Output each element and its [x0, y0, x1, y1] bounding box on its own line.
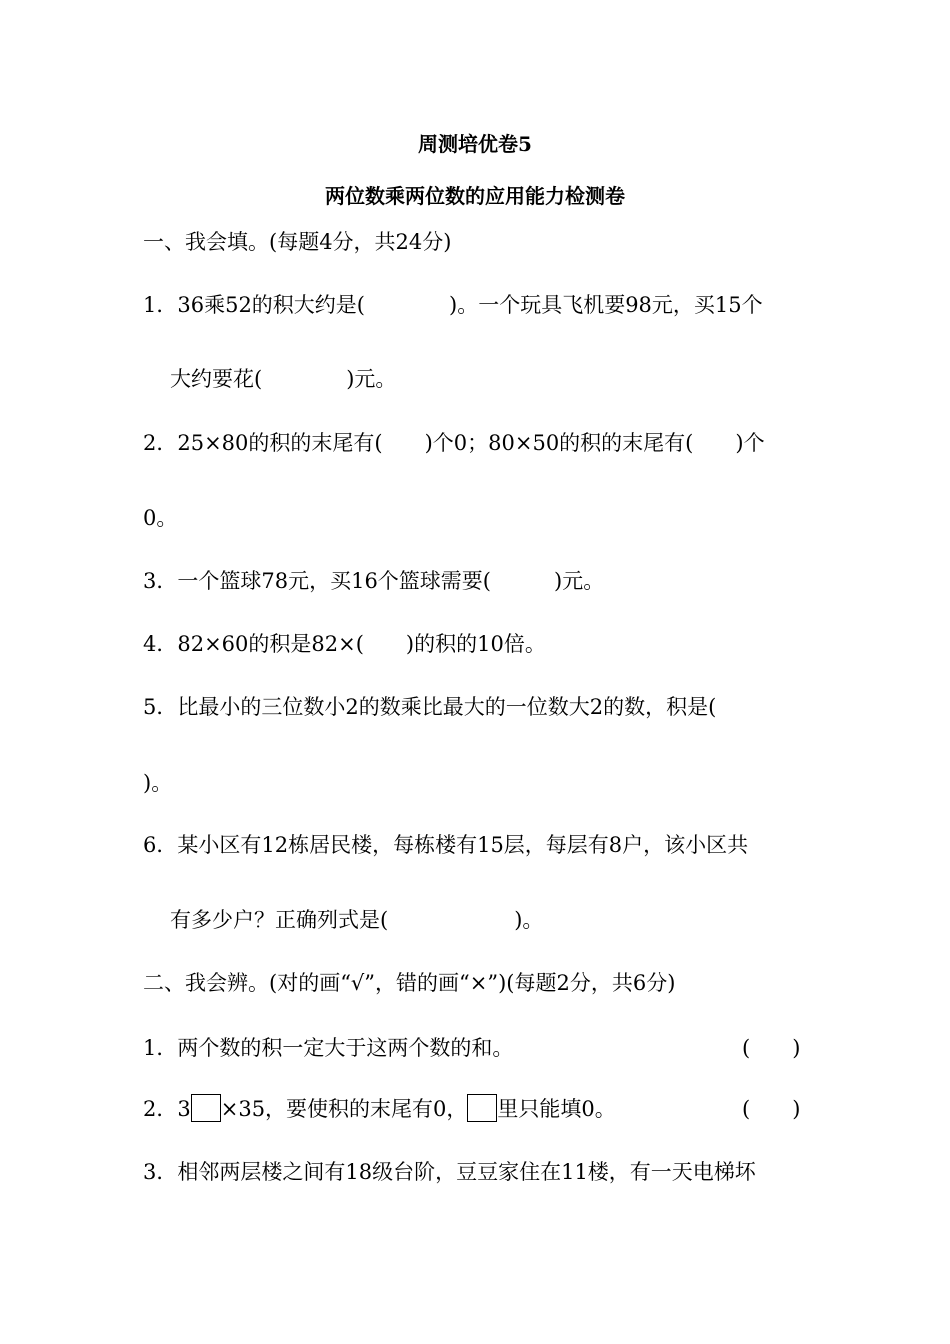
section2-q2-part-a: 2．3	[143, 1097, 191, 1121]
section1-q2-line1: 2．25×80的积的末尾有( )个0；80×50的积的末尾有( )个	[143, 431, 765, 455]
section1-q1-line2: 大约要花( )元。	[170, 367, 397, 391]
section1-q5-line2: )。	[143, 771, 173, 795]
page-title: 周测培优卷5	[418, 132, 532, 156]
page-subtitle: 两位数乘两位数的应用能力检测卷	[325, 184, 625, 208]
section1-heading: 一、我会填。(每题4分，共24分)	[143, 230, 452, 254]
section1-q5-line1: 5．比最小的三位数小2的数乘比最大的一位数大2的数，积是(	[143, 695, 717, 719]
section2-q3-line1: 3．相邻两层楼之间有18级台阶，豆豆家住在11楼，有一天电梯坏	[143, 1160, 756, 1184]
section2-q1: 1．两个数的积一定大于这两个数的和。	[143, 1036, 514, 1060]
section1-q1-line1: 1．36乘52的积大约是( )。一个玩具飞机要98元，买15个	[143, 293, 763, 317]
blank-digit-box[interactable]	[191, 1094, 221, 1122]
section1-q6-line2: 有多少户？正确列式是( )。	[170, 908, 544, 932]
section2-q2-part-c: 里只能填0。	[497, 1097, 616, 1121]
section1-q6-line1: 6．某小区有12栋居民楼，每栋楼有15层，每层有8户，该小区共	[143, 833, 749, 857]
section2-q2	[143, 1094, 616, 1124]
section1-q3: 3．一个篮球78元，买16个篮球需要( )元。	[143, 569, 605, 593]
section1-q4: 4．82×60的积是82×( )的积的10倍。	[143, 632, 546, 656]
section2-q2-part-b: ×35，要使积的末尾有0，	[220, 1097, 468, 1121]
section2-q1-answer-blank[interactable]: ( )	[742, 1036, 801, 1060]
blank-digit-box-reference	[467, 1094, 497, 1122]
section2-q2-answer-blank[interactable]: ( )	[742, 1097, 801, 1121]
section1-q2-line2: 0。	[143, 506, 178, 530]
section2-heading: 二、我会辨。(对的画“√”，错的画“×”)(每题2分，共6分)	[143, 971, 676, 995]
